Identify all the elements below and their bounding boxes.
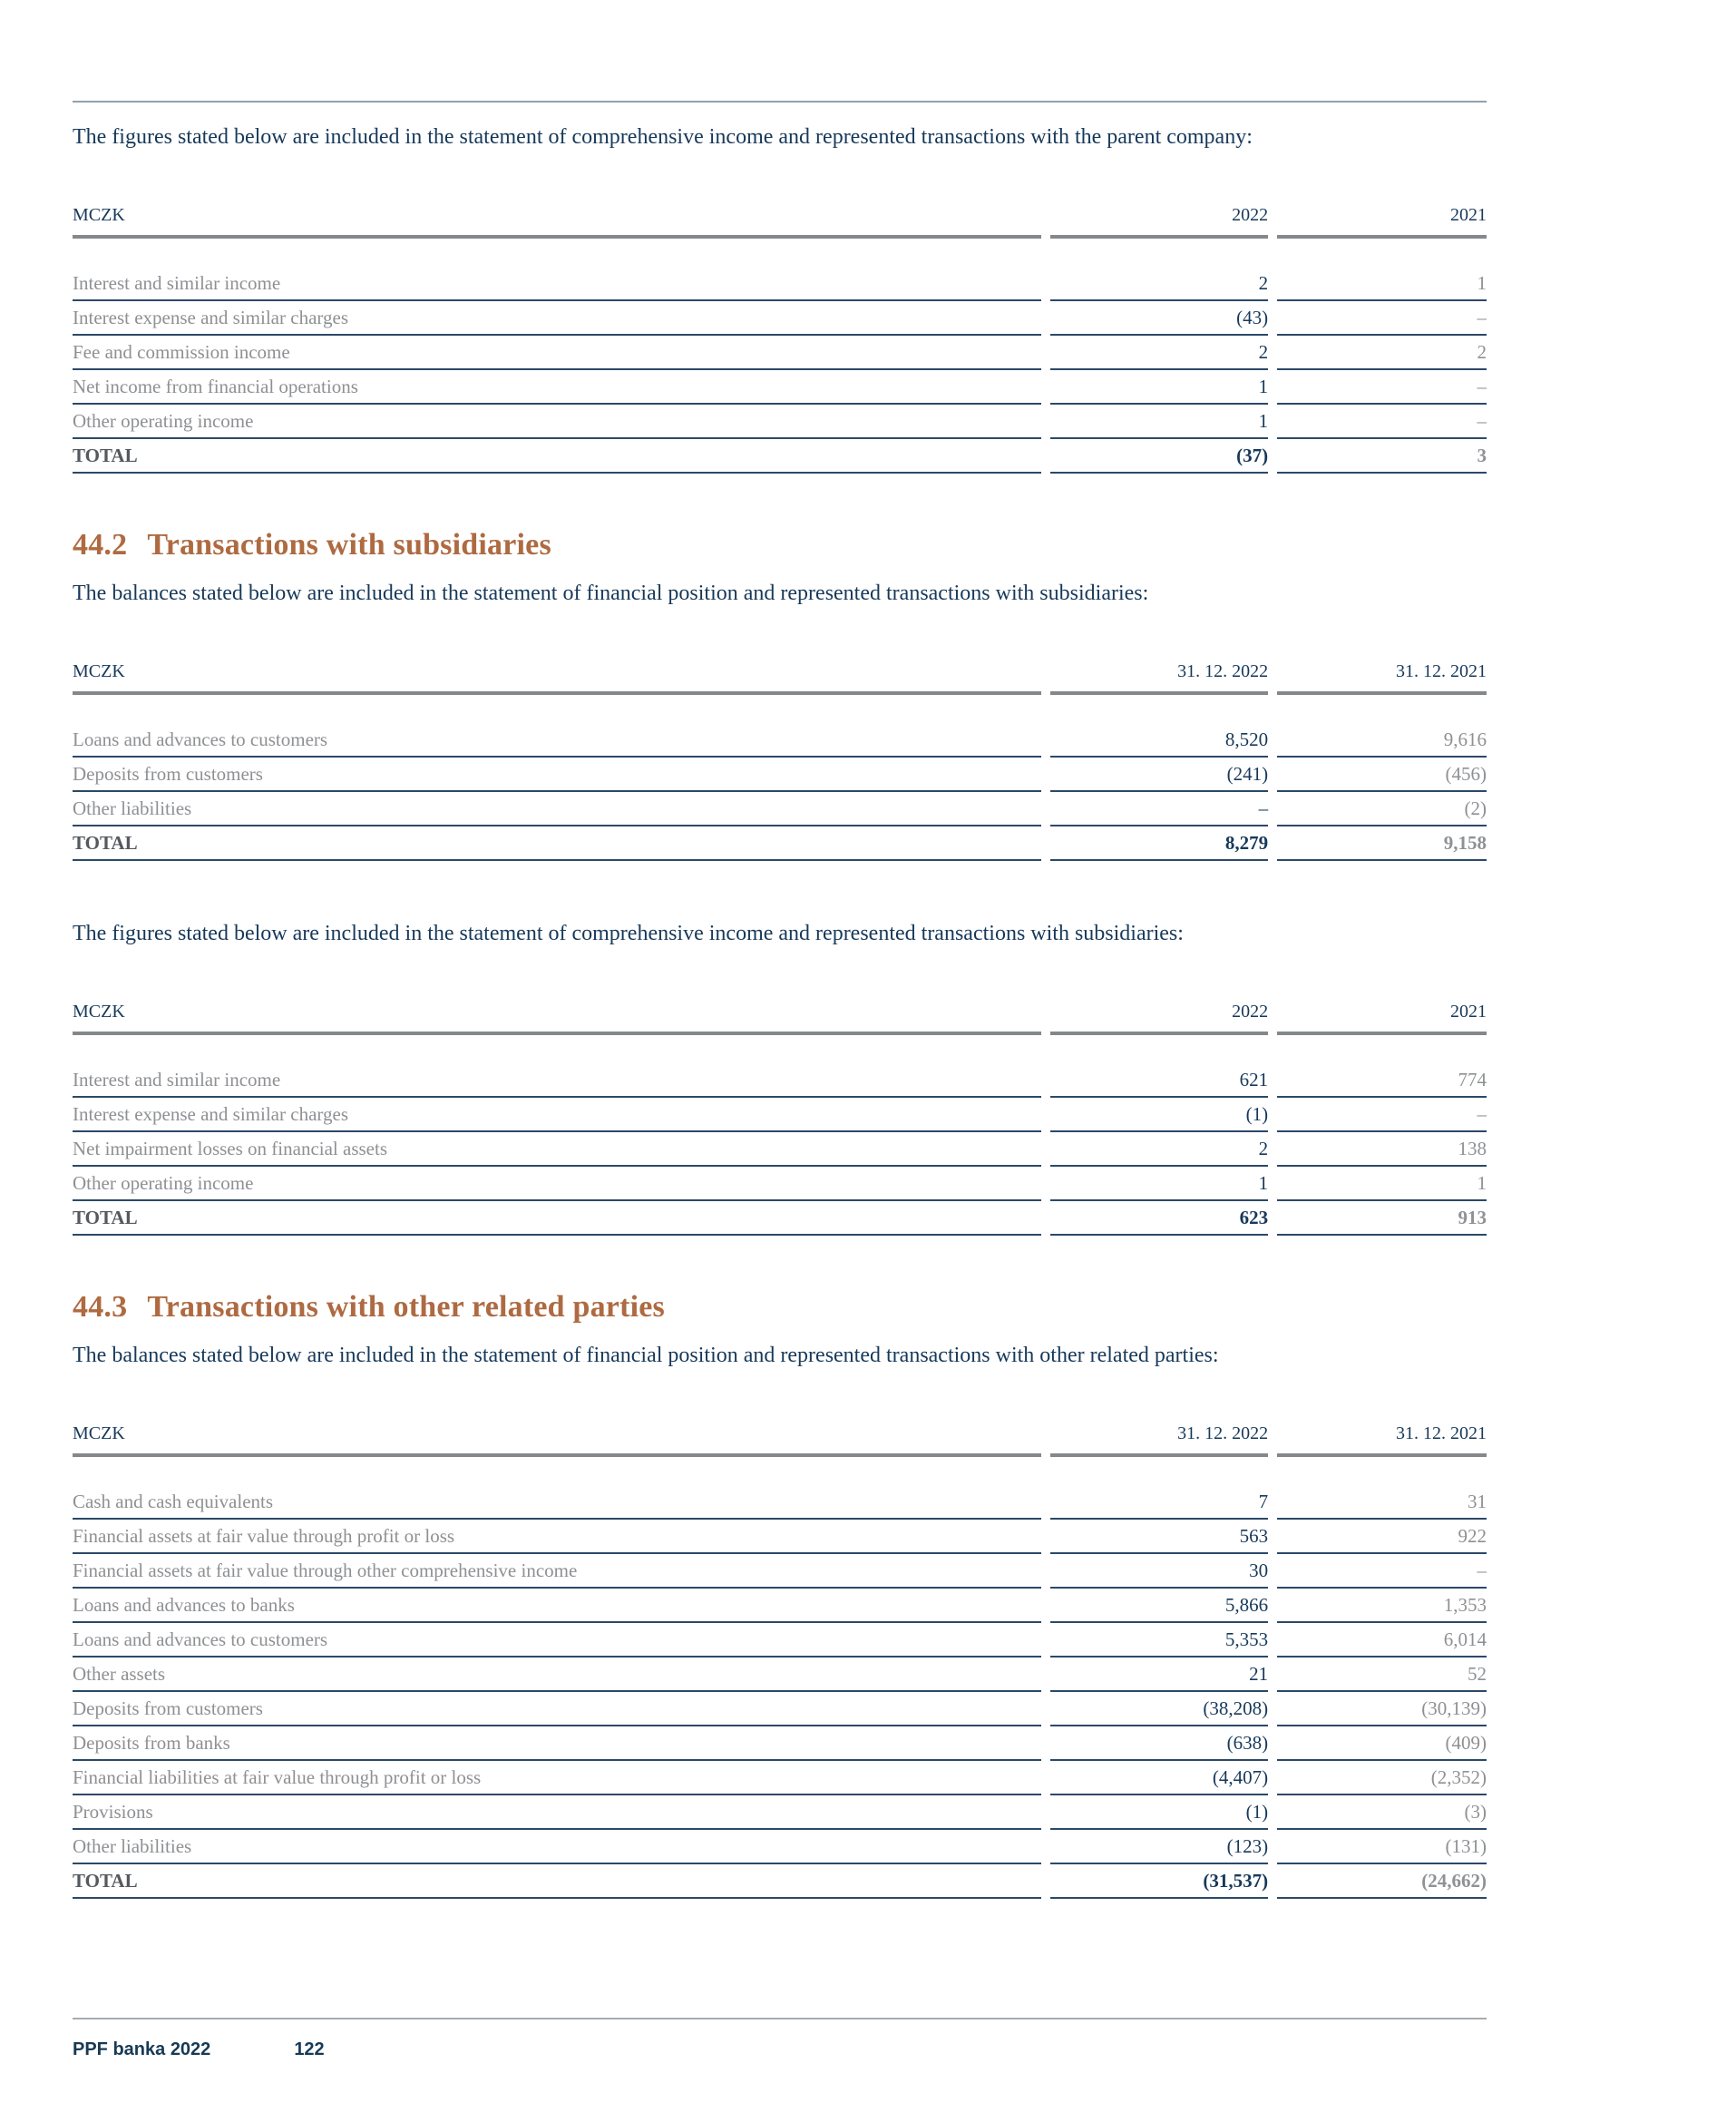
value-2021: 1 bbox=[1277, 239, 1487, 301]
value-2021: (131) bbox=[1277, 1830, 1487, 1864]
column-header-2022: 31. 12. 2022 bbox=[1050, 1423, 1268, 1457]
section-heading-44-3 bbox=[73, 1288, 1487, 1326]
table-row bbox=[73, 1589, 1487, 1623]
value-2021: – bbox=[1277, 405, 1487, 439]
table-total-row bbox=[73, 1201, 1487, 1236]
column-header-2021: 2021 bbox=[1277, 1002, 1487, 1035]
row-label: Interest and similar income bbox=[73, 1035, 1041, 1098]
value-2022: 1 bbox=[1050, 405, 1268, 439]
value-2022: (241) bbox=[1050, 758, 1268, 792]
unit-header: MCZK bbox=[73, 205, 1041, 239]
footer-page-number: 122 bbox=[294, 2039, 325, 2059]
section-number: 44.2 bbox=[73, 528, 128, 562]
value-2022: (38,208) bbox=[1050, 1692, 1268, 1726]
table-row bbox=[73, 336, 1487, 370]
row-label: Loans and advances to customers bbox=[73, 1623, 1041, 1658]
row-label: Interest expense and similar charges bbox=[73, 301, 1041, 336]
table-row bbox=[73, 1098, 1487, 1132]
value-2022: 1 bbox=[1050, 370, 1268, 405]
value-2022: 21 bbox=[1050, 1658, 1268, 1692]
table-row bbox=[73, 1035, 1487, 1098]
table-row bbox=[73, 1658, 1487, 1692]
table-header-row bbox=[73, 1423, 1487, 1457]
value-2022: (37) bbox=[1050, 439, 1268, 474]
table-row bbox=[73, 1623, 1487, 1658]
value-2022: 621 bbox=[1050, 1035, 1268, 1098]
value-2021: 9,158 bbox=[1277, 826, 1487, 861]
table-header-row bbox=[73, 205, 1487, 239]
value-2022: 2 bbox=[1050, 336, 1268, 370]
value-2021: 922 bbox=[1277, 1520, 1487, 1554]
column-header-2022: 2022 bbox=[1050, 1002, 1268, 1035]
value-2022: 8,520 bbox=[1050, 695, 1268, 758]
value-2022: 2 bbox=[1050, 239, 1268, 301]
value-2021: (2,352) bbox=[1277, 1761, 1487, 1795]
value-2021: (30,139) bbox=[1277, 1692, 1487, 1726]
table-row bbox=[73, 792, 1487, 826]
column-header-2021: 31. 12. 2021 bbox=[1277, 1423, 1487, 1457]
table-total-row bbox=[73, 439, 1487, 474]
section-title: Transactions with subsidiaries bbox=[147, 528, 551, 562]
row-label: Other assets bbox=[73, 1658, 1041, 1692]
value-2022: – bbox=[1050, 792, 1268, 826]
unit-header: MCZK bbox=[73, 661, 1041, 695]
subsidiaries-balances-table bbox=[63, 661, 1496, 861]
table-row bbox=[73, 1457, 1487, 1520]
table-total-row bbox=[73, 1864, 1487, 1899]
value-2022: (638) bbox=[1050, 1726, 1268, 1761]
table-total-row bbox=[73, 826, 1487, 861]
row-label: Cash and cash equivalents bbox=[73, 1457, 1041, 1520]
value-2021: 31 bbox=[1277, 1457, 1487, 1520]
table-row bbox=[73, 301, 1487, 336]
section-title: Transactions with other related parties bbox=[147, 1290, 665, 1324]
value-2021: (409) bbox=[1277, 1726, 1487, 1761]
row-label: TOTAL bbox=[73, 1201, 1041, 1236]
unit-header: MCZK bbox=[73, 1423, 1041, 1457]
table-row bbox=[73, 1520, 1487, 1554]
value-2021: 9,616 bbox=[1277, 695, 1487, 758]
footer-brand: PPF banka 2022 bbox=[73, 2039, 211, 2059]
row-label: TOTAL bbox=[73, 1864, 1041, 1899]
row-label: Fee and commission income bbox=[73, 336, 1041, 370]
parent-company-intro-paragraph: The figures stated below are included in the statement of comprehensive income and represented transactions with the parent company: bbox=[73, 125, 1253, 149]
column-header-2022: 2022 bbox=[1050, 205, 1268, 239]
value-2021: 1,353 bbox=[1277, 1589, 1487, 1623]
table-row bbox=[73, 1554, 1487, 1589]
table-row bbox=[73, 1692, 1487, 1726]
value-2021: – bbox=[1277, 301, 1487, 336]
row-label: Financial assets at fair value through profit or loss bbox=[73, 1520, 1041, 1554]
page-footer bbox=[73, 2018, 1487, 2060]
row-label: Other operating income bbox=[73, 405, 1041, 439]
page-content bbox=[73, 0, 1487, 1899]
value-2021: – bbox=[1277, 1098, 1487, 1132]
row-label: Other liabilities bbox=[73, 792, 1041, 826]
column-header-2021: 2021 bbox=[1277, 205, 1487, 239]
table-row bbox=[73, 1132, 1487, 1167]
value-2022: (31,537) bbox=[1050, 1864, 1268, 1899]
value-2021: 774 bbox=[1277, 1035, 1487, 1098]
value-2022: (43) bbox=[1050, 301, 1268, 336]
row-label: Provisions bbox=[73, 1795, 1041, 1830]
value-2021: 138 bbox=[1277, 1132, 1487, 1167]
value-2021: (2) bbox=[1277, 792, 1487, 826]
value-2022: 7 bbox=[1050, 1457, 1268, 1520]
value-2022: 5,353 bbox=[1050, 1623, 1268, 1658]
table-row bbox=[73, 1761, 1487, 1795]
value-2022: 5,866 bbox=[1050, 1589, 1268, 1623]
value-2022: 563 bbox=[1050, 1520, 1268, 1554]
value-2022: (1) bbox=[1050, 1098, 1268, 1132]
parent-company-income-table bbox=[63, 205, 1496, 474]
value-2022: 30 bbox=[1050, 1554, 1268, 1589]
row-label: Other operating income bbox=[73, 1167, 1041, 1201]
section-number: 44.3 bbox=[73, 1290, 128, 1324]
value-2021: 913 bbox=[1277, 1201, 1487, 1236]
row-label: Interest and similar income bbox=[73, 239, 1041, 301]
value-2021: (24,662) bbox=[1277, 1864, 1487, 1899]
table-row bbox=[73, 239, 1487, 301]
value-2022: 8,279 bbox=[1050, 826, 1268, 861]
value-2021: 52 bbox=[1277, 1658, 1487, 1692]
value-2022: (123) bbox=[1050, 1830, 1268, 1864]
subsidiaries-balances-paragraph: The balances stated below are included in the statement of financial position and represented transactions with subsidiaries: bbox=[73, 582, 1149, 605]
table-header-row bbox=[73, 1002, 1487, 1035]
row-label: Net impairment losses on financial assets bbox=[73, 1132, 1041, 1167]
table-row bbox=[73, 695, 1487, 758]
row-label: Net income from financial operations bbox=[73, 370, 1041, 405]
value-2022: (1) bbox=[1050, 1795, 1268, 1830]
row-label: Financial liabilities at fair value through profit or loss bbox=[73, 1761, 1041, 1795]
row-label: Deposits from customers bbox=[73, 1692, 1041, 1726]
value-2022: 623 bbox=[1050, 1201, 1268, 1236]
table-row bbox=[73, 1726, 1487, 1761]
row-label: Other liabilities bbox=[73, 1830, 1041, 1864]
section-heading-44-2 bbox=[73, 526, 1487, 564]
table-row bbox=[73, 1830, 1487, 1864]
top-divider bbox=[73, 101, 1487, 103]
row-label: Deposits from customers bbox=[73, 758, 1041, 792]
value-2021: 1 bbox=[1277, 1167, 1487, 1201]
table-row bbox=[73, 370, 1487, 405]
value-2021: – bbox=[1277, 370, 1487, 405]
value-2022: (4,407) bbox=[1050, 1761, 1268, 1795]
value-2021: (3) bbox=[1277, 1795, 1487, 1830]
value-2021: 6,014 bbox=[1277, 1623, 1487, 1658]
row-label: TOTAL bbox=[73, 826, 1041, 861]
table-header-row bbox=[73, 661, 1487, 695]
value-2021: (456) bbox=[1277, 758, 1487, 792]
row-label: Financial assets at fair value through other comprehensive income bbox=[73, 1554, 1041, 1589]
table-row bbox=[73, 1167, 1487, 1201]
related-parties-balances-paragraph: The balances stated below are included in the statement of financial position and represented transactions with other related parties: bbox=[73, 1344, 1219, 1367]
value-2021: – bbox=[1277, 1554, 1487, 1589]
unit-header: MCZK bbox=[73, 1002, 1041, 1035]
row-label: Deposits from banks bbox=[73, 1726, 1041, 1761]
value-2021: 2 bbox=[1277, 336, 1487, 370]
table-row bbox=[73, 758, 1487, 792]
table-row bbox=[73, 405, 1487, 439]
subsidiaries-income-table bbox=[63, 1002, 1496, 1236]
column-header-2022: 31. 12. 2022 bbox=[1050, 661, 1268, 695]
subsidiaries-income-paragraph: The figures stated below are included in the statement of comprehensive income and represented transactions with subsidiaries: bbox=[73, 922, 1184, 945]
column-header-2021: 31. 12. 2021 bbox=[1277, 661, 1487, 695]
row-label: Interest expense and similar charges bbox=[73, 1098, 1041, 1132]
table-row bbox=[73, 1795, 1487, 1830]
row-label: Loans and advances to customers bbox=[73, 695, 1041, 758]
row-label: Loans and advances to banks bbox=[73, 1589, 1041, 1623]
row-label: TOTAL bbox=[73, 439, 1041, 474]
value-2022: 1 bbox=[1050, 1167, 1268, 1201]
related-parties-balances-table bbox=[63, 1423, 1496, 1899]
value-2021: 3 bbox=[1277, 439, 1487, 474]
value-2022: 2 bbox=[1050, 1132, 1268, 1167]
